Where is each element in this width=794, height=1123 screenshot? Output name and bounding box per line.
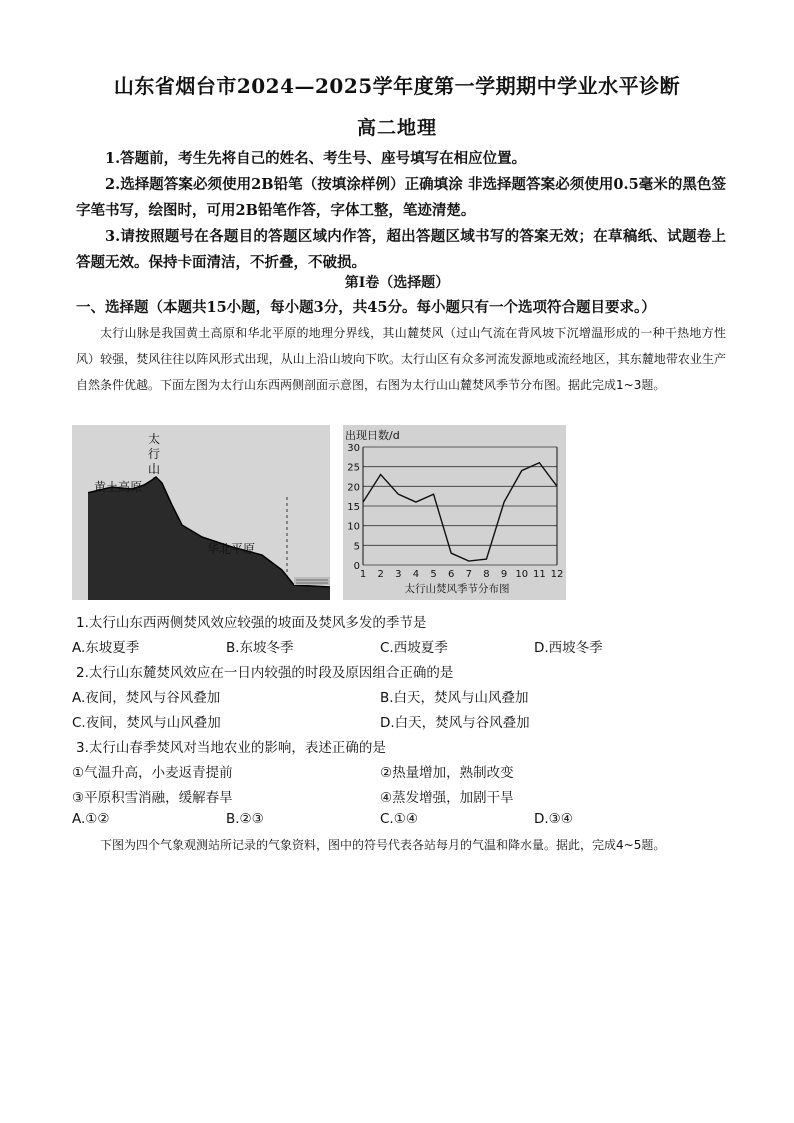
instruction-3: 3.请按照题号在各题目的答题区域内作答，超出答题区域书写的答案无效；在草稿纸、试题卷上答题无效。保持卡面清洁，不折叠，不破损。: [76, 228, 726, 271]
q2-option-a[interactable]: A.夜间，焚风与谷风叠加: [72, 690, 221, 706]
mountain-label-2: 行: [147, 447, 161, 461]
question-2-stem: 2.太行山东麓焚风效应在一日内较强的时段及原因组合正确的是: [76, 665, 454, 681]
x-tick-label: 12: [550, 569, 564, 580]
foehn-chart-figure: [343, 425, 566, 600]
q3-statement-3: ③平原积雪消融，缓解春旱: [72, 790, 233, 806]
x-tick-label: 5: [430, 569, 437, 580]
q2-option-c[interactable]: C.夜间，焚风与山风叠加: [72, 715, 221, 731]
x-tick-label: 3: [395, 569, 402, 580]
q3-option-a[interactable]: A.①②: [72, 811, 110, 827]
plateau-label: 黄土高原: [94, 480, 143, 494]
instruction-2: 2.选择题答案必须使用2B铅笔（按填涂样例）正确填涂 非选择题答案必须使用0.5毫米的黑色签字笔书写，绘图时，可用2B铅笔作答，字体工整，笔迹清楚。: [76, 176, 726, 219]
x-tick-label: 11: [532, 569, 546, 580]
y-tick-label: 20: [347, 482, 360, 494]
instruction-1: 1.答题前，考生先将自己的姓名、考生号、座号填写在相应位置。: [105, 150, 527, 167]
subject-title: 高二地理: [356, 117, 437, 139]
section-title: 一、选择题（本题共15小题，每小题3分，共45分。每小题只有一个选项符合题目要求。）: [76, 299, 656, 316]
passage-intro: 太行山脉是我国黄土高原和华北平原的地理分界线，其山麓焚风（过山气流在背风坡下沉增温形成的一种干热地方性风）较强，焚风往往以阵风形式出现，从山上沿山坡向下吹。太行山区有众多河流发源地或流经地区，其东麓地带农业生产自然条件优越。下面左图为太行山东西两侧剖面示意图，右图为太行山山麓焚风季节分布图。据此完成1~3题。: [76, 326, 726, 392]
x-tick-label: 2: [377, 569, 384, 580]
mountain-label-3: 山: [147, 462, 161, 476]
plain-label: 华北平原: [207, 542, 256, 556]
profile-figure: [72, 425, 330, 600]
q3-statement-2: ②热量增加，熟制改变: [380, 765, 514, 781]
q3-statement-1: ①气温升高，小麦返青提前: [72, 765, 233, 781]
foehn-line-chart: [343, 425, 566, 600]
x-tick-label: 10: [515, 569, 529, 580]
q1-option-c[interactable]: C.西坡夏季: [380, 640, 448, 656]
x-tick-label: 1: [359, 569, 367, 580]
y-tick-label: 30: [347, 443, 360, 454]
q3-option-d[interactable]: D.③④: [534, 811, 573, 827]
y-tick-label: 0: [353, 561, 360, 572]
q3-option-b[interactable]: B.②③: [226, 811, 264, 827]
x-tick-label: 8: [483, 569, 490, 580]
x-tick-label: 4: [412, 569, 420, 580]
passage-intro-2: 下图为四个气象观测站所记录的气象资料，图中的符号代表各站每月的气温和降水量。据此，完成4~5题。: [100, 838, 666, 852]
volume-title: 第Ⅰ卷（选择题）: [344, 275, 450, 291]
q2-option-d[interactable]: D.白天，焚风与谷风叠加: [380, 715, 530, 731]
q3-statement-4: ④蒸发增强，加剧干旱: [380, 790, 514, 806]
profile-svg: [72, 425, 330, 600]
question-3-stem: 3.太行山春季焚风对当地农业的影响，表述正确的是: [76, 740, 386, 756]
x-tick-label: 6: [447, 569, 455, 580]
x-tick-label: 9: [500, 569, 508, 580]
x-tick-label: 7: [465, 569, 473, 580]
q1-option-a[interactable]: A.东坡夏季: [72, 640, 140, 656]
y-tick-label: 25: [347, 462, 360, 474]
q1-option-b[interactable]: B.东坡冬季: [226, 640, 294, 656]
y-tick-label: 10: [347, 521, 360, 533]
mountain-label-1: 太: [147, 432, 161, 446]
chart-title: 太行山焚风季节分布图: [404, 583, 510, 595]
y-tick-label: 15: [347, 502, 360, 513]
question-1-stem: 1.太行山东西两侧焚风效应较强的坡面及焚风多发的季节是: [76, 615, 427, 631]
y-axis-label: 出现日数/d: [345, 429, 400, 442]
instructions: [76, 146, 726, 276]
exam-title: 山东省烟台市2024—2025学年度第一学期期中学业水平诊断: [113, 74, 681, 98]
q2-option-b[interactable]: B.白天，焚风与山风叠加: [380, 690, 529, 706]
q3-option-c[interactable]: C.①④: [380, 811, 418, 827]
y-tick-label: 5: [353, 541, 360, 553]
q1-option-d[interactable]: D.西坡冬季: [534, 640, 603, 656]
